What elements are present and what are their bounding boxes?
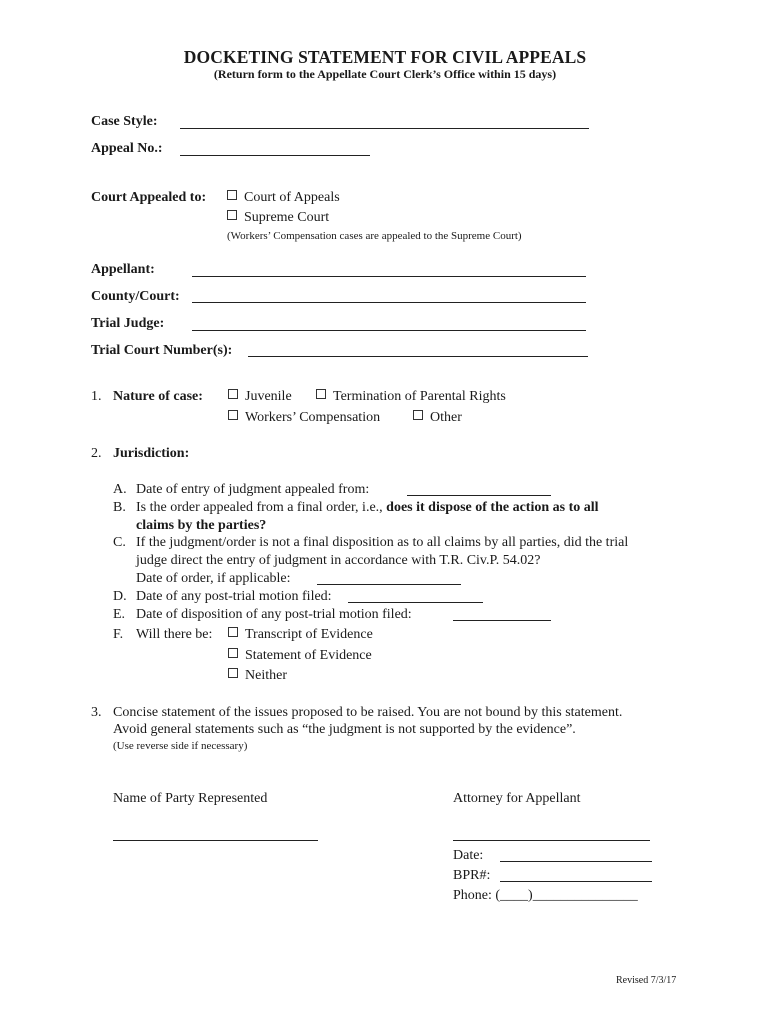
checkbox-icon[interactable] <box>228 648 238 658</box>
checkbox-icon[interactable] <box>228 410 238 420</box>
checkbox-icon[interactable] <box>316 389 326 399</box>
item-b-bold-1: does it dispose of the action as to all <box>386 500 599 515</box>
attorney-signature-field[interactable] <box>453 840 650 841</box>
item-c-text-2: judge direct the entry of judgment in accordance with T.R. Civ.P. 54.02? <box>136 553 541 568</box>
revised-date: Revised 7/3/17 <box>616 975 677 986</box>
neither-label: Neither <box>245 668 287 683</box>
item-a-letter: A. <box>113 482 127 497</box>
trial-court-numbers-label: Trial Court Number(s): <box>91 343 233 358</box>
form-title: DOCKETING STATEMENT FOR CIVIL APPEALS <box>183 47 587 67</box>
termination-option[interactable] <box>316 389 506 405</box>
neither-option[interactable] <box>228 668 287 684</box>
trial-judge-field[interactable] <box>192 330 586 331</box>
appeal-no-label: Appeal No.: <box>91 141 163 156</box>
court-of-appeals-option[interactable] <box>227 190 340 206</box>
case-style-label: Case Style: <box>91 114 158 129</box>
item-e-letter: E. <box>113 607 126 622</box>
checkbox-icon[interactable] <box>228 627 238 637</box>
appellant-label: Appellant: <box>91 262 155 277</box>
transcript-label: Transcript of Evidence <box>245 627 373 642</box>
item-d-text: Date of any post-trial motion filed: <box>136 589 332 604</box>
statement-label: Statement of Evidence <box>245 648 372 663</box>
nature-label: Nature of case: <box>113 389 203 404</box>
issues-text-1: Concise statement of the issues proposed to be raised. You are not bound by this statement. <box>113 705 623 720</box>
checkbox-icon[interactable] <box>227 190 237 200</box>
checkbox-icon[interactable] <box>228 668 238 678</box>
transcript-option[interactable] <box>228 627 373 643</box>
statement-option[interactable] <box>228 648 372 664</box>
juvenile-option[interactable] <box>228 389 292 405</box>
jurisdiction-label: Jurisdiction: <box>113 446 190 461</box>
date-field[interactable] <box>500 861 652 862</box>
issues-note: (Use reverse side if necessary) <box>113 740 248 752</box>
nature-number: 1. <box>91 389 102 404</box>
court-of-appeals-label: Court of Appeals <box>244 190 340 205</box>
date-label: Date: <box>453 848 484 863</box>
item-b-letter: B. <box>113 500 126 515</box>
other-option[interactable] <box>413 410 462 426</box>
supreme-court-option[interactable] <box>227 210 329 226</box>
court-appealed-label: Court Appealed to: <box>91 190 207 205</box>
court-note: (Workers’ Compensation cases are appealed to the Supreme Court) <box>227 230 522 242</box>
workers-comp-label: Workers’ Compensation <box>245 410 381 425</box>
item-a-text: Date of entry of judgment appealed from: <box>136 482 370 497</box>
party-represented-label: Name of Party Represented <box>113 791 268 806</box>
supreme-court-label: Supreme Court <box>244 210 330 225</box>
phone-label[interactable]: Phone: (____)_______________ <box>453 888 638 903</box>
post-trial-motion-date-field[interactable] <box>348 602 483 603</box>
trial-court-numbers-field[interactable] <box>248 356 588 357</box>
issues-number: 3. <box>91 705 102 720</box>
attorney-label: Attorney for Appellant <box>453 791 581 806</box>
county-court-label: County/Court: <box>91 289 180 304</box>
appellant-field[interactable] <box>192 276 586 277</box>
bpr-field[interactable] <box>500 881 652 882</box>
trial-judge-label: Trial Judge: <box>91 316 165 331</box>
item-b-plain: Is the order appealed from a final order, i.e., <box>136 500 383 515</box>
item-c-letter: C. <box>113 535 126 550</box>
item-c-text-3: Date of order, if applicable: <box>136 571 291 586</box>
termination-label: Termination of Parental Rights <box>333 389 506 404</box>
item-b-text <box>136 500 599 516</box>
item-c-text-1: If the judgment/order is not a final disposition as to all claims by all parties, did the trial <box>136 535 629 550</box>
order-date-field[interactable] <box>317 584 461 585</box>
checkbox-icon[interactable] <box>227 210 237 220</box>
item-f-text: Will there be: <box>136 627 213 642</box>
jurisdiction-number: 2. <box>91 446 102 461</box>
item-f-letter: F. <box>113 627 124 642</box>
checkbox-icon[interactable] <box>413 410 423 420</box>
other-label: Other <box>430 410 462 425</box>
form-subtitle: (Return form to the Appellate Court Clerk’s Office within 15 days) <box>213 67 557 81</box>
bpr-label: BPR#: <box>453 868 491 883</box>
checkbox-icon[interactable] <box>228 389 238 399</box>
juvenile-label: Juvenile <box>245 389 292 404</box>
item-d-letter: D. <box>113 589 127 604</box>
party-name-field[interactable] <box>113 840 318 841</box>
judgment-date-field[interactable] <box>407 495 551 496</box>
appeal-no-field[interactable] <box>180 155 370 156</box>
issues-text-2: Avoid general statements such as “the judgment is not supported by the evidence”. <box>113 722 576 737</box>
county-court-field[interactable] <box>192 302 586 303</box>
workers-comp-option[interactable] <box>228 410 380 426</box>
item-b-bold-2: claims by the parties? <box>136 518 267 533</box>
post-trial-disposition-date-field[interactable] <box>453 620 551 621</box>
item-e-text: Date of disposition of any post-trial motion filed: <box>136 607 412 622</box>
case-style-field[interactable] <box>180 128 589 129</box>
